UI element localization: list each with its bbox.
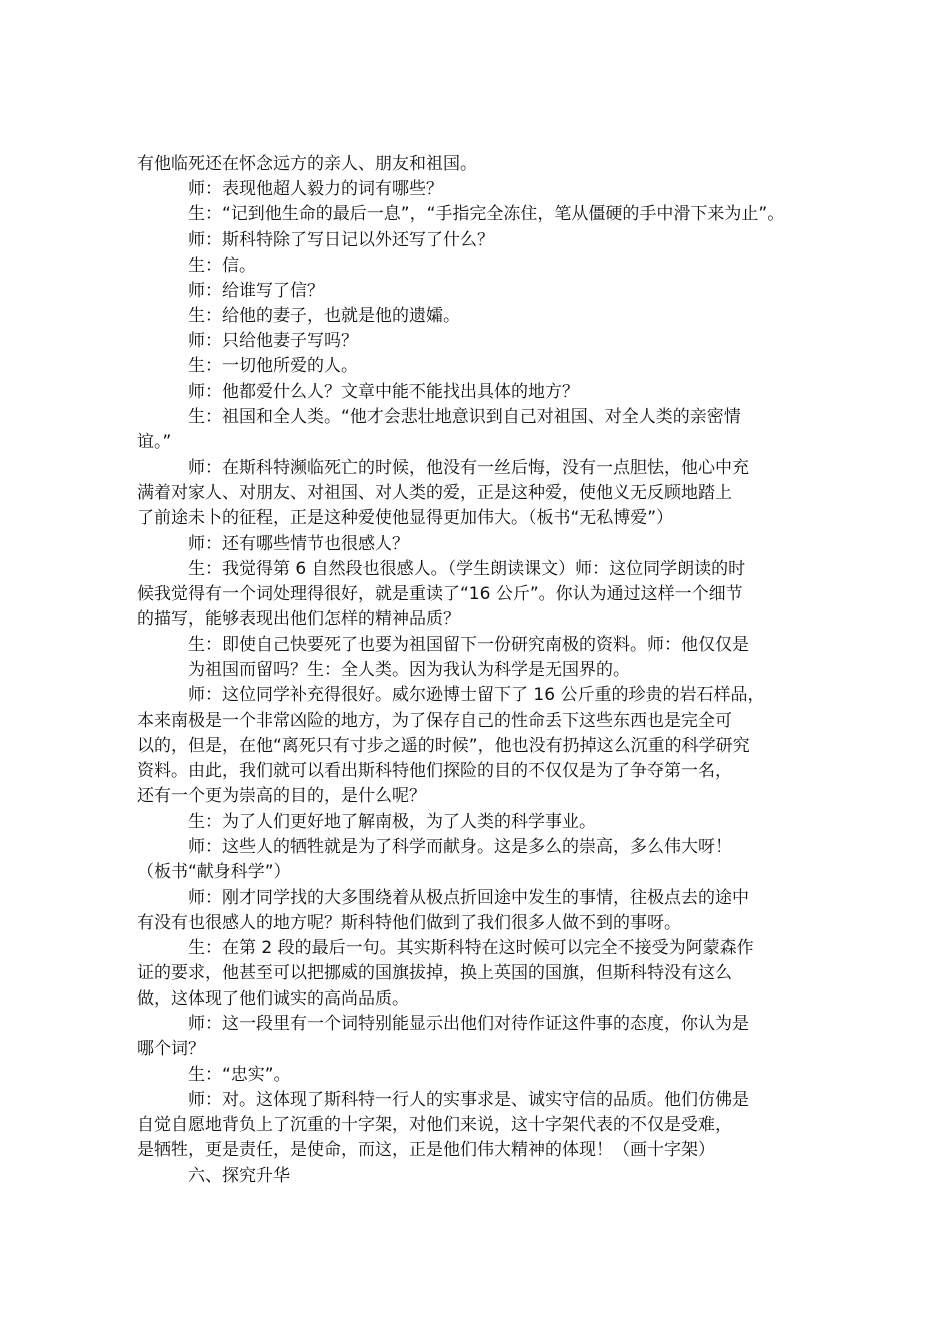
text-line: 师：斯科特除了写日记以外还写了什么？	[188, 230, 494, 250]
text-line: 满着对家人、对朋友、对祖国、对人类的爱，正是这种爱，使他义无反顾地踏上	[137, 483, 732, 503]
text-line: 还有一个更为崇高的目的，是什么呢？	[137, 786, 426, 806]
text-line: 师：在斯科特濒临死亡的时候，他没有一丝后悔，没有一点胆怯，他心中充	[188, 458, 749, 478]
text-line: 有没有也很感人的地方呢？斯科特他们做到了我们很多人做不到的事呀。	[137, 913, 681, 933]
text-line: 有他临死还在怀念远方的亲人、朋友和祖国。	[137, 154, 477, 174]
text-line: 生：一切他所爱的人。	[188, 356, 358, 376]
text-line: 哪个词？	[137, 1039, 205, 1059]
text-line: 师：他都爱什么人？文章中能不能找出具体的地方？	[188, 382, 579, 402]
text-line: （板书“献身科学”）	[137, 862, 291, 882]
text-line: 生：“记到他生命的最后一息”，“手指完全冻住，笔从僵硬的手中滑下来为止”。	[188, 204, 785, 224]
text-line: 证的要求，他甚至可以把挪威的国旗拔掉，换上英国的国旗，但斯科特没有这么	[137, 963, 732, 983]
text-line: 师：还有哪些情节也很感人？	[188, 534, 409, 554]
text-line: 谊。”	[137, 432, 172, 452]
text-line: 生：祖国和全人类。“他才会悲壮地意识到自己对祖国、对全人类的亲密情	[188, 407, 741, 427]
text-line: 生：即使自己快要死了也要为祖国留下一份研究南极的资料。师：他仅仅是	[188, 635, 749, 655]
text-line: 师：这一段里有一个词特别能显示出他们对待作证这件事的态度，你认为是	[188, 1014, 749, 1034]
text-line: 为祖国而留吗？生：全人类。因为我认为科学是无国界的。	[188, 660, 630, 680]
text-line: 师：表现他超人毅力的词有哪些？	[188, 179, 443, 199]
text-line: 是牺牲，更是责任，是使命，而这，正是他们伟大精神的体现！（画十字架）	[137, 1140, 715, 1160]
text-line: 以的，但是，在他“离死只有寸步之遥的时候”，他也没有扔掉这么沉重的科学研究	[137, 736, 750, 756]
text-line: 生：我觉得第 6 自然段也很感人。（学生朗读课文）师：这位同学朗读的时	[188, 559, 746, 579]
text-line: 生：信。	[188, 256, 256, 276]
text-line: 师：对。这体现了斯科特一行人的实事求是、诚实守信的品质。他们仿佛是	[188, 1090, 749, 1110]
text-line: 本来南极是一个非常凶险的地方，为了保存自己的性命丢下这些东西也是完全可	[137, 711, 732, 731]
text-line: 师：这些人的牺牲就是为了科学而献身。这是多么的崇高，多么伟大呀！	[188, 837, 732, 857]
text-line: 做，这体现了他们诚实的高尚品质。	[137, 989, 409, 1009]
section-heading: 六、探究升华	[188, 1166, 290, 1186]
text-line: 候我觉得有一个词处理得很好，就是重读了“16 公斤”。你认为通过这样一个细节	[137, 584, 743, 604]
text-line: 师：给谁写了信？	[188, 281, 324, 301]
text-line: 师：这位同学补充得很好。威尔逊博士留下了 16 公斤重的珍贵的岩石样品，	[188, 685, 765, 705]
text-line: 生：“忠实”。	[188, 1065, 291, 1085]
text-line: 生：给他的妻子，也就是他的遗孀。	[188, 306, 460, 326]
text-line: 师：只给他妻子写吗？	[188, 331, 358, 351]
text-line: 了前途未卜的征程，正是这种爱使他显得更加伟大。（板书“无私博爱”）	[137, 508, 674, 528]
text-line: 自觉自愿地背负上了沉重的十字架，对他们来说，这十字架代表的不仅是受难，	[137, 1115, 732, 1135]
text-line: 师：刚才同学找的大多围绕着从极点折回途中发生的事情，往极点去的途中	[188, 888, 749, 908]
text-line: 生：为了人们更好地了解南极，为了人类的科学事业。	[188, 812, 596, 832]
text-line: 资料。由此，我们就可以看出斯科特他们探险的目的不仅仅是为了争夺第一名，	[137, 761, 732, 781]
text-line: 生：在第 2 段的最后一句。其实斯科特在这时候可以完全不接受为阿蒙森作	[188, 938, 754, 958]
text-line: 的描写，能够表现出他们怎样的精神品质？	[137, 609, 460, 629]
